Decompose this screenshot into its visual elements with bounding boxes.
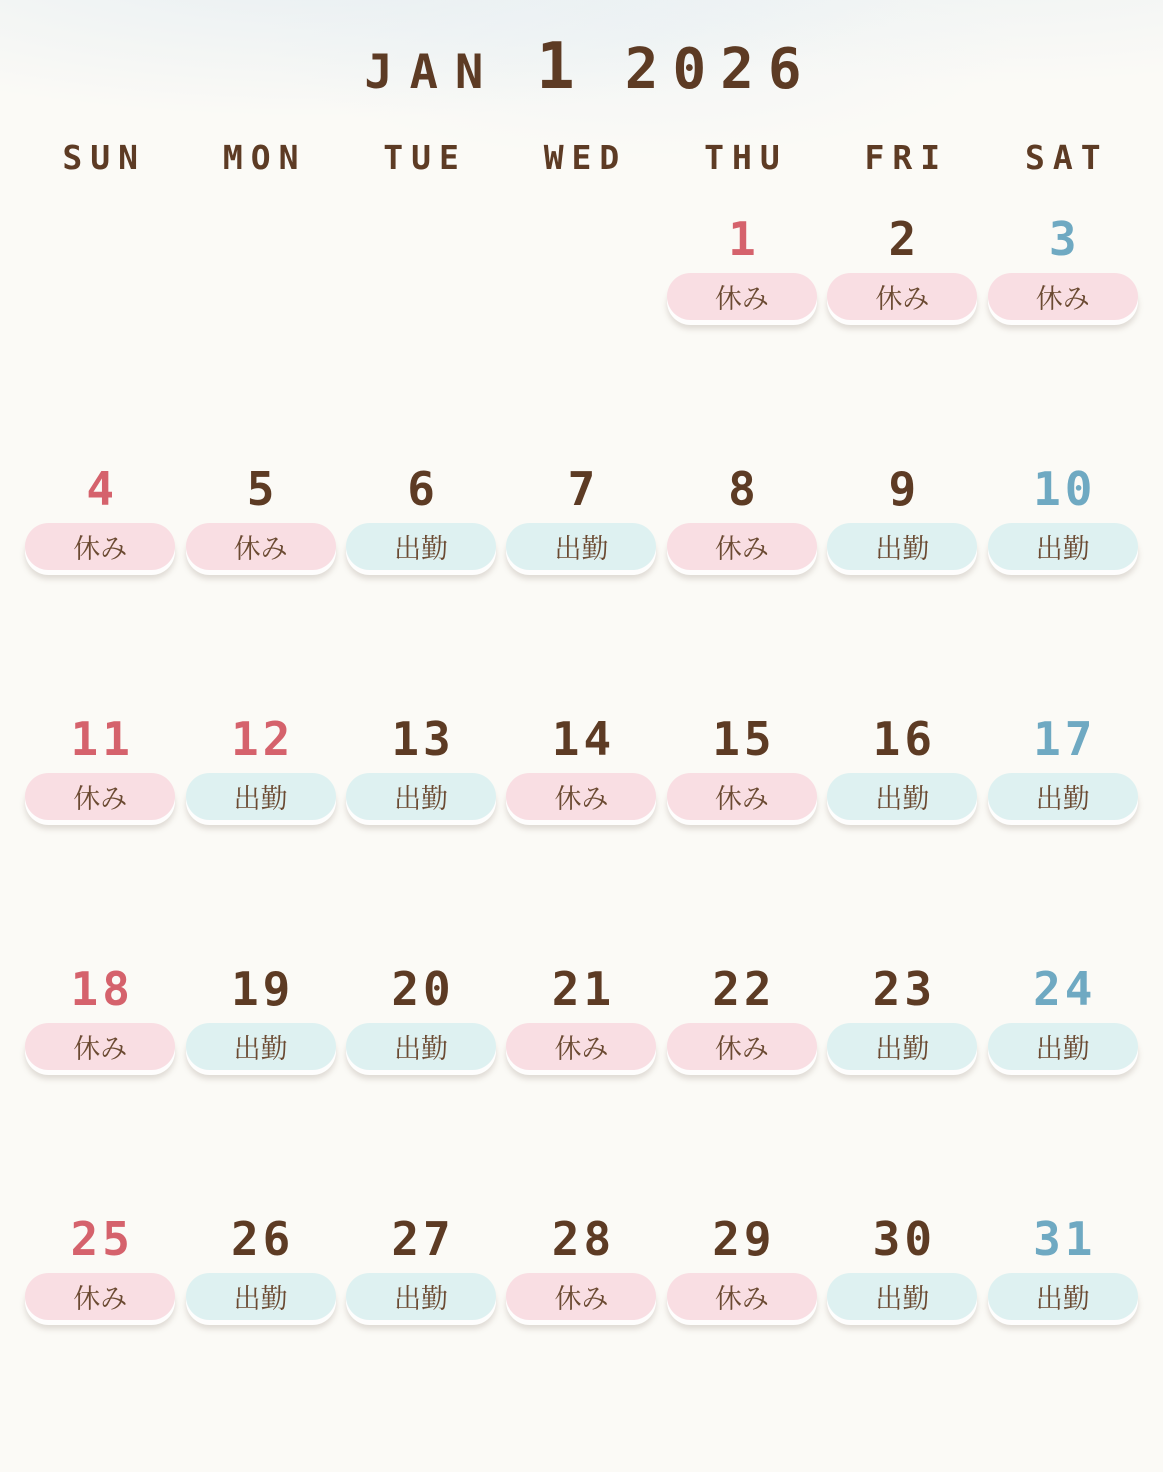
weekday-fri: FRI: [864, 138, 949, 177]
day-number: 10: [1033, 462, 1097, 516]
day-cell: [822, 1211, 982, 1320]
day-number: 17: [1033, 712, 1097, 766]
day-number: 6: [407, 462, 439, 516]
day-cell: [501, 961, 661, 1070]
day-number: 29: [712, 1212, 776, 1266]
weekday-sat: SAT: [1024, 138, 1109, 177]
day-cell: [341, 1211, 501, 1320]
day-cell: [20, 711, 180, 820]
day-number: 20: [391, 962, 455, 1016]
day-number: 30: [872, 1212, 937, 1266]
day-cell: [341, 461, 501, 570]
week-row: [0, 711, 1163, 961]
day-status-badge: 出勤: [988, 523, 1138, 570]
title-year: 2026: [624, 37, 816, 102]
day-status-badge: 出勤: [186, 1273, 336, 1320]
day-status-badge: 出勤: [827, 1273, 977, 1320]
day-number: 11: [70, 712, 134, 766]
weeks: [0, 211, 1163, 1461]
day-status-badge: 出勤: [827, 773, 977, 820]
empty-cell: [20, 211, 180, 320]
day-cell: [822, 211, 982, 320]
day-number: 2: [888, 212, 921, 266]
day-cell: [180, 461, 340, 570]
day-number: 4: [86, 462, 119, 516]
day-cell: [180, 961, 340, 1070]
day-cell: [341, 961, 501, 1070]
day-status-badge: 休み: [667, 1273, 817, 1320]
weekday-wed: WED: [543, 138, 628, 177]
day-cell: [20, 961, 180, 1070]
day-number: 9: [888, 462, 921, 516]
empty-cell: [341, 211, 501, 320]
day-cell: [341, 711, 501, 820]
title-month-abbr: JAN: [364, 45, 501, 100]
day-status-badge: 出勤: [346, 523, 496, 570]
day-status-badge: 休み: [988, 273, 1138, 320]
day-status-badge: 休み: [506, 773, 656, 820]
day-status-badge: 休み: [827, 273, 977, 320]
day-cell: [983, 211, 1143, 320]
day-cell: [20, 1211, 180, 1320]
day-cell: [662, 711, 822, 820]
day-cell: [501, 711, 661, 820]
day-number: 1: [728, 212, 760, 266]
title-month-number: 1: [536, 30, 575, 104]
weekday-tue: TUE: [383, 138, 467, 177]
empty-cell: [180, 211, 340, 320]
day-status-badge: 休み: [25, 1023, 175, 1070]
day-status-badge: 出勤: [346, 773, 496, 820]
weekday-sun: SUN: [62, 138, 147, 177]
day-status-badge: 出勤: [988, 1023, 1138, 1070]
day-number: 18: [70, 962, 134, 1016]
day-cell: [983, 961, 1143, 1070]
day-status-badge: 出勤: [827, 523, 977, 570]
day-cell: [180, 711, 340, 820]
week-row: [0, 211, 1163, 461]
day-cell: [662, 211, 822, 320]
day-number: 28: [551, 1212, 616, 1266]
day-number: 8: [728, 462, 760, 516]
day-status-badge: 出勤: [506, 523, 656, 570]
day-cell: [822, 711, 982, 820]
day-number: 5: [246, 462, 279, 516]
day-number: 7: [567, 462, 600, 516]
day-status-badge: 休み: [506, 1023, 656, 1070]
day-status-badge: 休み: [667, 273, 817, 320]
day-status-badge: 出勤: [827, 1023, 977, 1070]
day-number: 21: [551, 962, 616, 1016]
day-cell: [501, 1211, 661, 1320]
day-status-badge: 出勤: [186, 773, 336, 820]
empty-cell: [501, 211, 661, 320]
day-number: 22: [712, 962, 776, 1016]
weekday-thu: THU: [704, 138, 788, 177]
day-status-badge: 出勤: [346, 1023, 496, 1070]
day-number: 31: [1033, 1212, 1097, 1266]
day-status-badge: 休み: [25, 773, 175, 820]
day-status-badge: 出勤: [988, 1273, 1138, 1320]
day-number: 26: [230, 1212, 295, 1266]
day-status-badge: 休み: [506, 1273, 656, 1320]
day-cell: [180, 1211, 340, 1320]
day-number: 3: [1048, 212, 1081, 266]
day-cell: [662, 461, 822, 570]
day-cell: [662, 1211, 822, 1320]
day-number: 15: [712, 712, 776, 766]
day-status-badge: 休み: [25, 523, 175, 570]
day-status-badge: 出勤: [346, 1273, 496, 1320]
day-number: 19: [230, 962, 295, 1016]
day-status-badge: 休み: [667, 773, 817, 820]
day-status-badge: 休み: [25, 1273, 175, 1320]
day-number: 12: [230, 712, 295, 766]
day-number: 27: [391, 1212, 455, 1266]
day-number: 23: [872, 962, 937, 1016]
day-cell: [501, 461, 661, 570]
day-number: 14: [551, 712, 616, 766]
day-number: 24: [1033, 962, 1097, 1016]
day-number: 25: [70, 1212, 134, 1266]
day-cell: [822, 461, 982, 570]
day-cell: [662, 961, 822, 1070]
day-number: 16: [872, 712, 937, 766]
calendar-title: [0, 30, 1163, 104]
day-status-badge: 休み: [667, 1023, 817, 1070]
day-cell: [983, 711, 1143, 820]
day-cell: [983, 461, 1143, 570]
day-cell: [983, 1211, 1143, 1320]
day-status-badge: 出勤: [186, 1023, 336, 1070]
weekday-mon: MON: [222, 138, 307, 177]
day-cell: [20, 461, 180, 570]
week-row: [0, 961, 1163, 1211]
day-cell: [822, 961, 982, 1070]
weekday-header-row: [0, 138, 1163, 177]
week-row: [0, 1211, 1163, 1461]
day-status-badge: 休み: [186, 523, 336, 570]
week-row: [0, 461, 1163, 711]
day-number: 13: [391, 712, 455, 766]
day-status-badge: 休み: [667, 523, 817, 570]
day-status-badge: 出勤: [988, 773, 1138, 820]
